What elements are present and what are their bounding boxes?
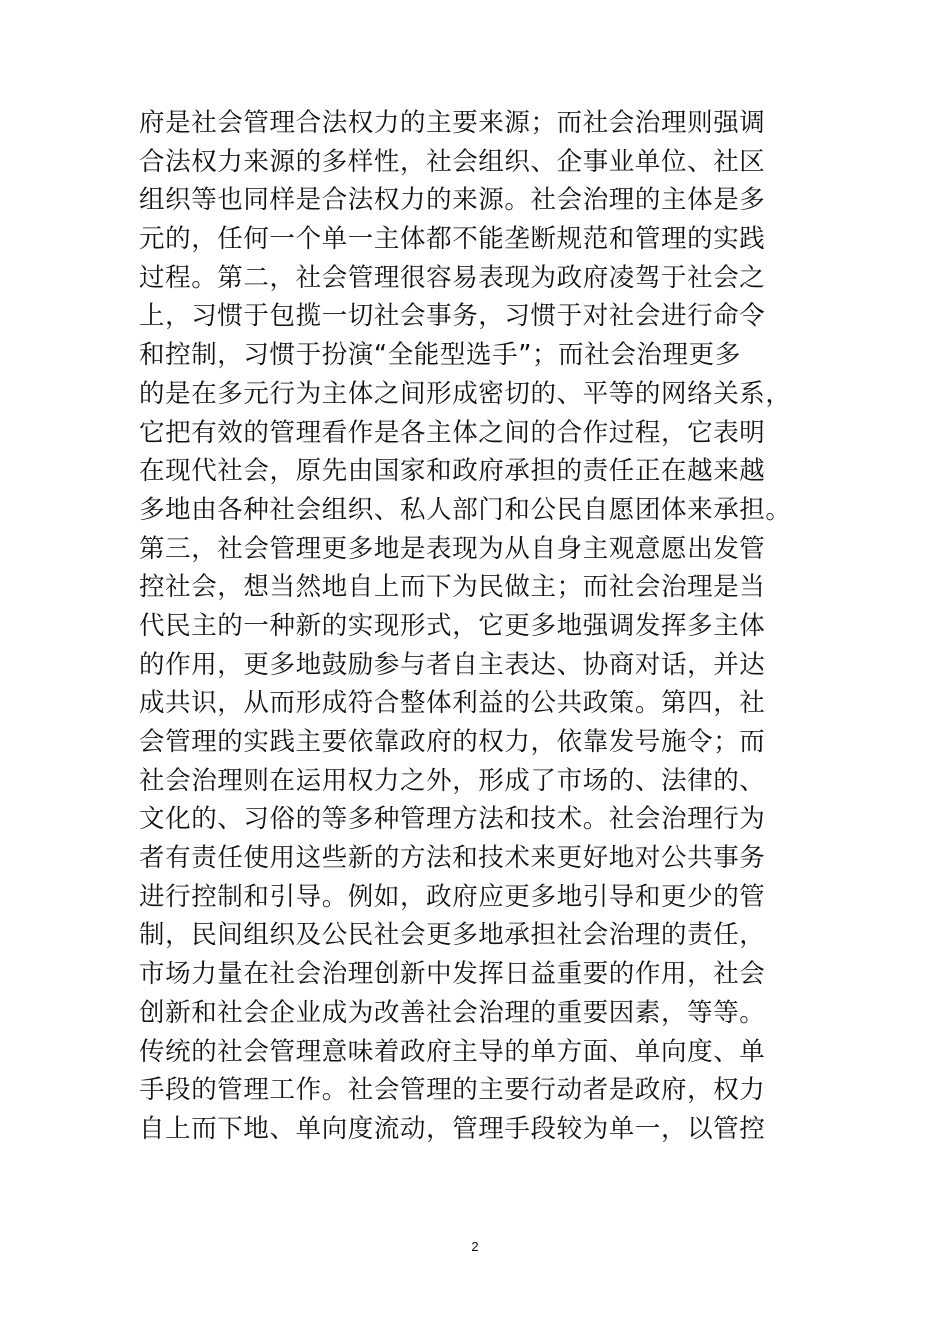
text-line: 它把有效的管理看作是各主体之间的合作过程，它表明 [139,417,766,448]
page-number: 2 [471,1239,479,1254]
text-line: 文化的、习俗的等多种管理方法和技术。社会治理行为 [139,804,766,835]
text-line: 组织等也同样是合法权力的来源。社会治理的主体是多 [139,185,766,216]
text-line: 元的，任何一个单一主体都不能垄断规范和管理的实践 [139,224,766,255]
text-line: 的是在多元行为主体之间形成密切的、平等的网络关系， [139,378,792,409]
text-line: 社会治理则在运用权力之外，形成了市场的、法律的、 [139,765,766,796]
text-line: 成共识，从而形成符合整体利益的公共政策。第四，社 [139,688,766,719]
text-line: 手段的管理工作。社会管理的主要行动者是政府，权力 [139,1075,766,1106]
text-line: 的作用，更多地鼓励参与者自主表达、协商对话，并达 [139,649,766,680]
text-line: 府是社会管理合法权力的主要来源；而社会治理则强调 [139,108,766,138]
text-line: 上，习惯于包揽一切社会事务，习惯于对社会进行命令 [139,301,766,332]
text-line: 过程。第二，社会管理很容易表现为政府凌驾于社会之 [139,262,766,293]
text-line: 制，民间组织及公民社会更多地承担社会治理的责任， [139,920,766,951]
text-line: 代民主的一种新的实现形式，它更多地强调发挥多主体 [139,610,766,641]
text-line: 创新和社会企业成为改善社会治理的重要因素，等等。 [139,997,766,1028]
text-line: 会管理的实践主要依靠政府的权力，依靠发号施令；而 [139,727,766,757]
text-line: 在现代社会，原先由国家和政府承担的责任正在越来越 [139,456,766,487]
text-line: 传统的社会管理意味着政府主导的单方面、单向度、单 [139,1036,766,1067]
text-line: 合法权力来源的多样性，社会组织、企事业单位、社区 [139,146,766,177]
text-line: 多地由各种社会组织、私人部门和公民自愿团体来承担。 [139,494,792,525]
text-line: 自上而下地、单向度流动，管理手段较为单一，以管控 [139,1113,766,1144]
body-text [139,104,839,1149]
text-line: 者有责任使用这些新的方法和技术来更好地对公共事务 [139,843,766,874]
text-line: 市场力量在社会治理创新中发挥日益重要的作用，社会 [139,959,766,990]
text-line: 和控制，习惯于扮演“全能型选手”；而社会治理更多 [139,340,741,371]
text-line: 进行控制和引导。例如，政府应更多地引导和更少的管 [139,881,766,912]
text-line: 控社会，想当然地自上而下为民做主；而社会治理是当 [139,572,766,603]
text-line: 第三，社会管理更多地是表现为从自身主观意愿出发管 [139,533,766,564]
